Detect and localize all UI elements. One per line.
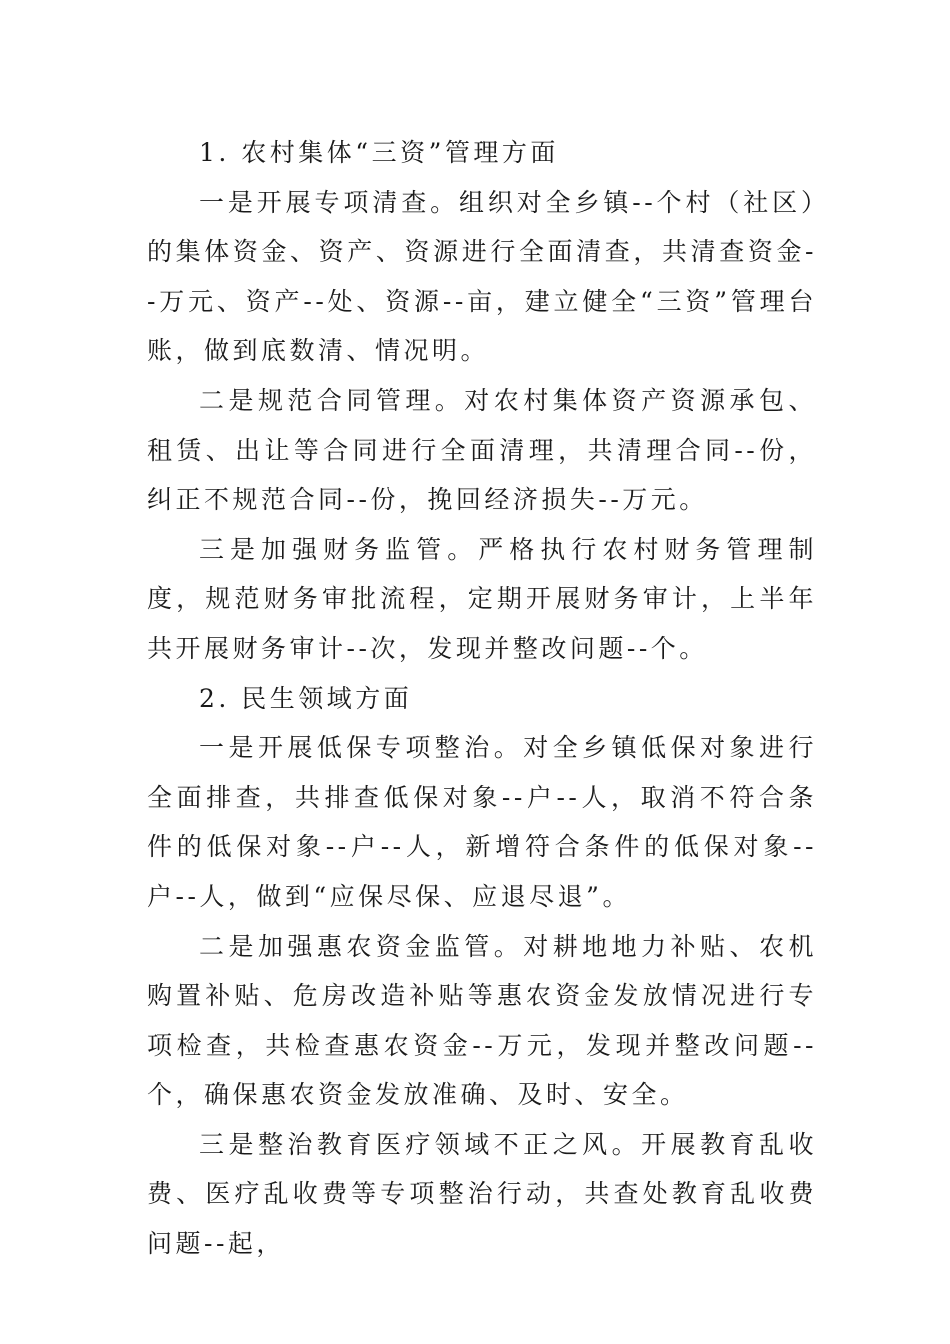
document-body [147, 128, 817, 1269]
section-heading-rural-assets: 1. 农村集体“三资”管理方面 [199, 138, 559, 167]
paragraph-agricultural-subsidy: 二是加强惠农资金监管。对耕地地力补贴、农机购置补贴、危房改造补贴等惠农资金发放情况进行专项检查，共检查惠农资金--万元，发现并整改问题--个，确保惠农资金发放准确、及时、安全。 [147, 931, 817, 1110]
paragraph-subsistence-allowance: 一是开展低保专项整治。对全乡镇低保对象进行全面排查，共排查低保对象--户--人，取消不符合条件的低保对象--户--人，新增符合条件的低保对象--户--人，做到“应保尽保、应退尽退”。 [147, 733, 817, 911]
paragraph-special-inventory: 一是开展专项清查。组织对全乡镇--个村（社区）的集体资金、资产、资源进行全面清查，共清查资金--万元、资产--处、资源--亩，建立健全“三资”管理台账，做到底数清、情况明。 [147, 187, 817, 366]
paragraph-financial-supervision: 三是加强财务监管。严格执行农村财务管理制度，规范财务审批流程，定期开展财务审计，上半年共开展财务审计--次，发现并整改问题--个。 [147, 534, 817, 663]
paragraph-education-medical: 三是整治教育医疗领域不正之风。开展教育乱收费、医疗乱收费等专项整治行动，共查处教育乱收费问题--起， [147, 1129, 817, 1259]
section-heading-livelihood: 2. 民生领域方面 [199, 683, 413, 713]
paragraph-contract-management: 二是规范合同管理。对农村集体资产资源承包、租赁、出让等合同进行全面清理，共清理合同--份，纠正不规范合同--份，挽回经济损失--万元。 [147, 385, 817, 515]
